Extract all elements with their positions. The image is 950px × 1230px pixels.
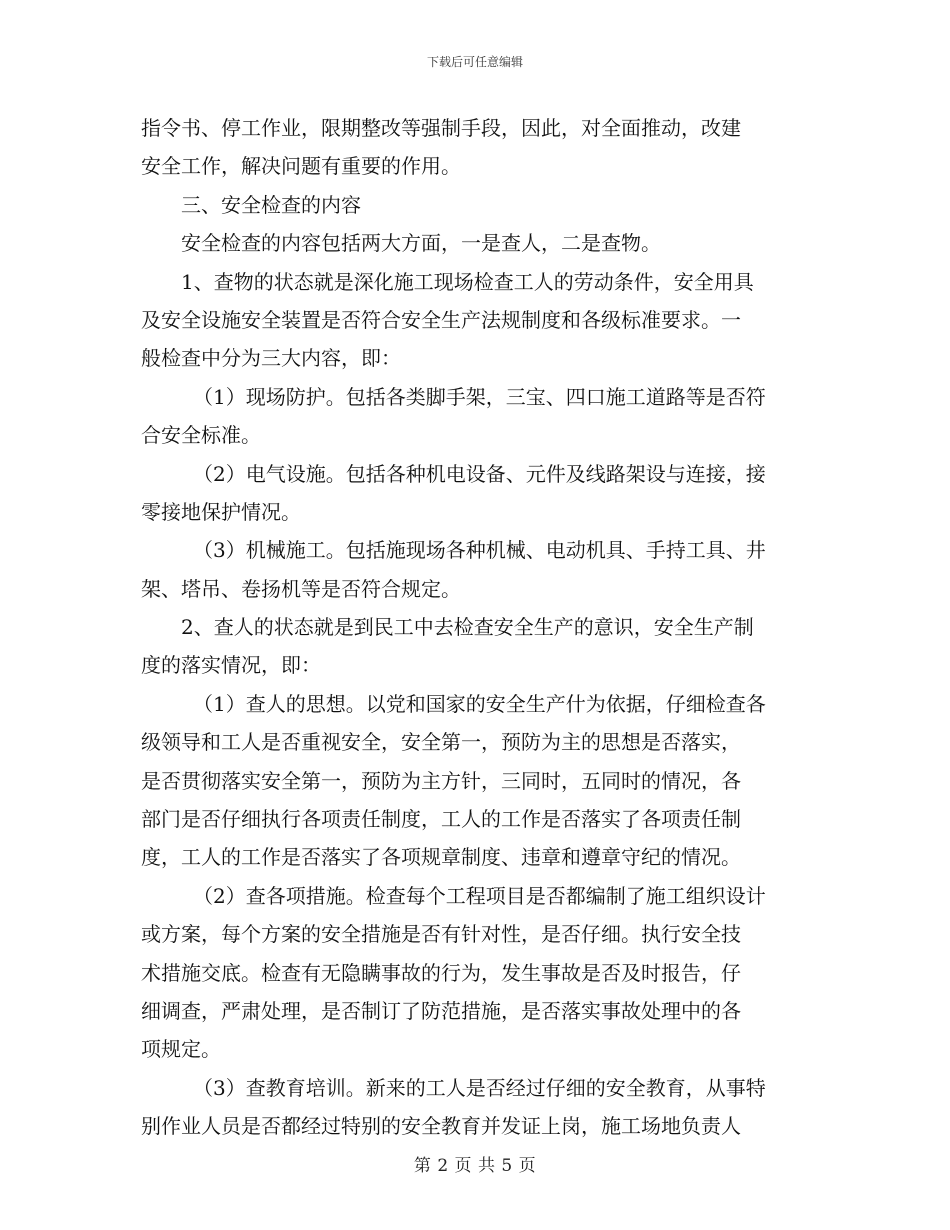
page-number: 第 2 页 共 5 页 xyxy=(413,1156,537,1176)
body-line: 指令书、停工作业，限期整改等强制手段，因此，对全面推动，改建 xyxy=(141,116,741,140)
body-line: 1、查物的状态就是深化施工现场检查工人的劳动条件，安全用具 xyxy=(181,269,754,294)
page-header: 下载后可任意编辑 xyxy=(426,55,523,69)
body-line: 2、查人的状态就是到民工中去检查安全生产的意识，安全生产制 xyxy=(181,615,754,640)
body-line: （3）查教育培训。新来的工人是否经过仔细的安全教育，从事特 xyxy=(193,1075,766,1100)
body-line: 项规定。 xyxy=(141,1037,221,1062)
body-line: （2）电气设施。包括各种机电设备、元件及线路架设与连接，接 xyxy=(193,461,766,486)
body-line: 零接地保护情况。 xyxy=(141,499,301,524)
body-line: （3）机械施工。包括施现场各种机械、电动机具、手持工具、井 xyxy=(193,538,766,563)
body-line: （2）查各项措施。检查每个工程项目是否都编制了施工组织设计 xyxy=(193,883,766,908)
body-line: 部门是否仔细执行各项责任制度，工人的工作是否落实了各项责任制 xyxy=(141,807,741,832)
document-body xyxy=(141,109,809,1146)
section-heading: 三、安全检查的内容 xyxy=(181,192,361,217)
body-line: （1）现场防护。包括各类脚手架，三宝、四口施工道路等是否符 xyxy=(193,384,766,409)
body-line: 度的落实情况，即： xyxy=(141,653,321,678)
body-line: 级领导和工人是否重视安全，安全第一，预防为主的思想是否落实， xyxy=(141,730,741,755)
body-line: 安全工作，解决问题有重要的作用。 xyxy=(141,154,461,179)
body-line: 是否贯彻落实安全第一，预防为主方针，三同时，五同时的情况，各 xyxy=(141,768,741,793)
body-line: 安全检查的内容包括两大方面，一是查人，二是查物。 xyxy=(181,231,661,256)
body-line: （1）查人的思想。以党和国家的安全生产什为依据，仔细检查各 xyxy=(193,691,766,716)
body-line: 架、塔吊、卷扬机等是否符合规定。 xyxy=(141,576,461,601)
body-line: 合安全标准。 xyxy=(141,423,261,448)
body-line: 及安全设施安全装置是否符合安全生产法规制度和各级标准要求。一 xyxy=(141,307,741,332)
body-line: 或方案，每个方案的安全措施是否有针对性，是否仔细。执行安全技 xyxy=(141,922,741,947)
body-line: 般检查中分为三大内容，即： xyxy=(141,346,401,371)
body-line: 度，工人的工作是否落实了各项规章制度、违章和遵章守纪的情况。 xyxy=(141,845,741,870)
body-line: 术措施交底。检查有无隐瞒事故的行为，发生事故是否及时报告，仔 xyxy=(141,960,741,985)
body-line: 细调查，严肃处理，是否制订了防范措施，是否落实事故处理中的各 xyxy=(141,998,741,1023)
body-line: 别作业人员是否都经过特别的安全教育并发证上岗，施工场地负责人 xyxy=(141,1114,741,1139)
